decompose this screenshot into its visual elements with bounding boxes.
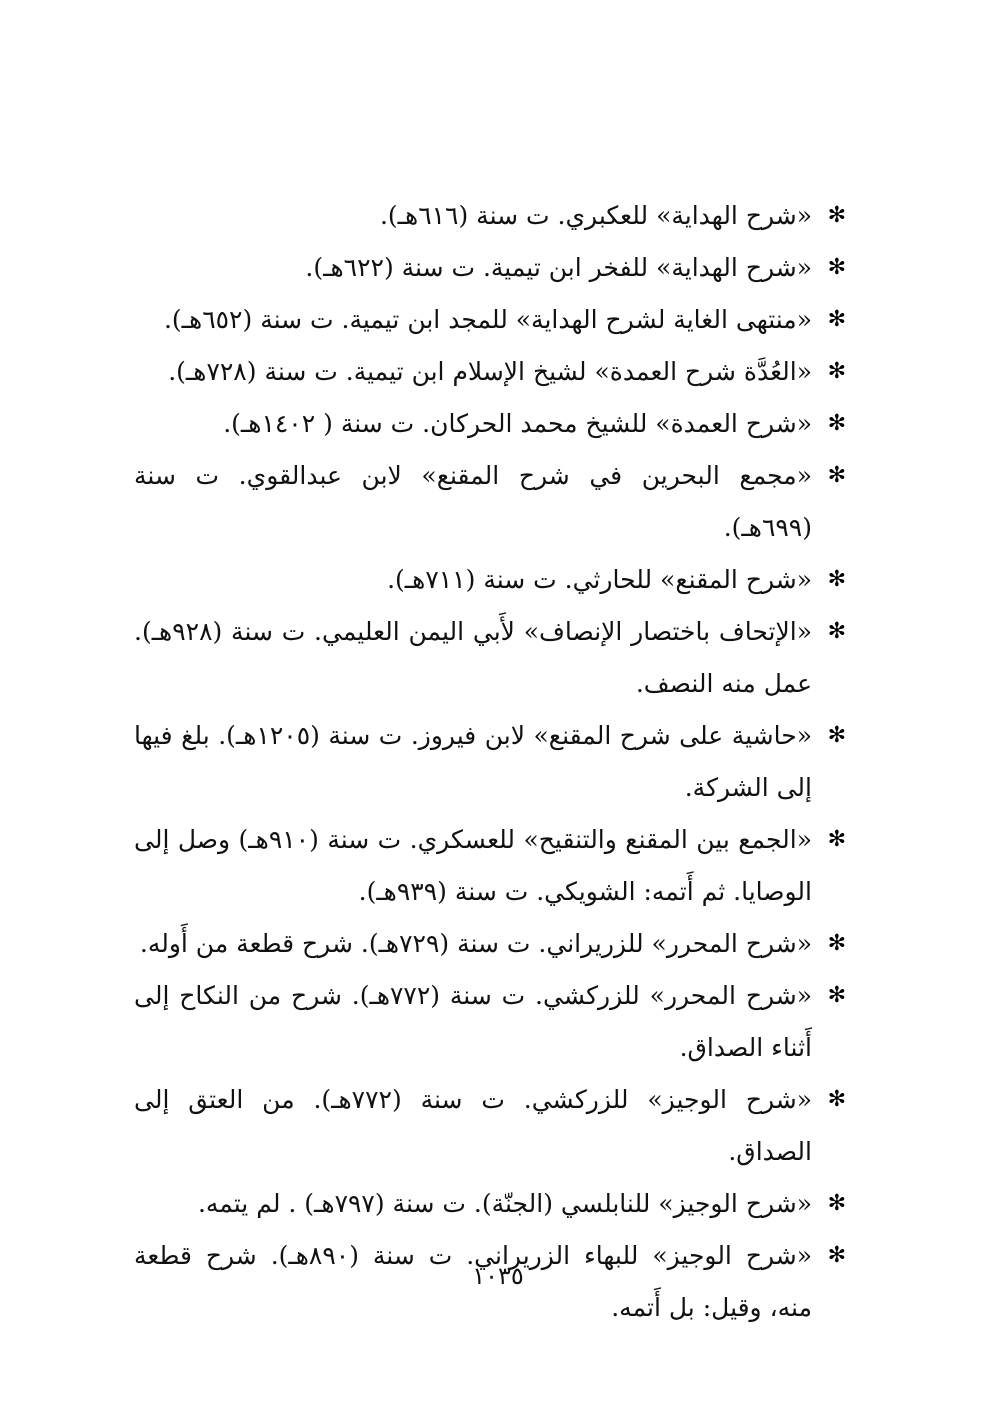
entry-text: «شرح المحرر» للزريراني. ت سنة (٧٢٩هـ). شرح قطعة من أَوله. <box>139 929 812 958</box>
entry-text: «شرح المقنع» للحارثي. ت سنة (٧١١هـ). <box>387 565 812 594</box>
list-item <box>134 294 846 346</box>
entry-text: «الجمع بين المقنع والتنقيح» للعسكري. ت سنة (٩١٠هـ) وصل إلى الوصايا. ثم أَتمه: الشويكي. ت سنة (٩٣٩هـ). <box>134 825 812 906</box>
entry-text: «شرح العمدة» للشيخ محمد الحركان. ت سنة ( ١٤٠٢هـ). <box>223 409 812 438</box>
bullet-icon: ✻ <box>827 1243 846 1268</box>
bullet-icon: ✻ <box>827 1191 846 1216</box>
entry-text: «حاشية على شرح المقنع» لابن فيروز. ت سنة (١٢٠٥هـ). بلغ فيها إلى الشركة. <box>134 721 812 802</box>
bullet-icon: ✻ <box>827 411 846 436</box>
list-item <box>134 814 846 918</box>
entry-text: «مجمع البحرين في شرح المقنع» لابن عبدالقوي. ت سنة (٦٩٩هـ). <box>134 461 812 542</box>
bullet-icon: ✻ <box>827 307 846 332</box>
bullet-icon: ✻ <box>827 983 846 1008</box>
list-item <box>134 190 846 242</box>
entry-text: «شرح الوجيز» للبهاء الزريراني. ت سنة (٨٩٠هـ). شرح قطعة منه، وقيل: بل أَتمه. <box>134 1241 812 1322</box>
list-item <box>134 450 846 554</box>
bullet-icon: ✻ <box>827 567 846 592</box>
entry-text: «شرح الهداية» للعكبري. ت سنة (٦١٦هـ). <box>379 201 812 230</box>
entry-text: «شرح المحرر» للزركشي. ت سنة (٧٧٢هـ). شرح من النكاح إلى أَثناء الصداق. <box>134 981 812 1062</box>
list-item <box>134 1178 846 1230</box>
list-item <box>134 918 846 970</box>
bullet-icon: ✻ <box>827 203 846 228</box>
entry-text: «شرح الوجيز» للزركشي. ت سنة (٧٧٢هـ). من العتق إلى الصداق. <box>134 1085 813 1166</box>
bullet-icon: ✻ <box>827 827 846 852</box>
bullet-icon: ✻ <box>827 463 846 488</box>
list-item <box>134 242 846 294</box>
list-item <box>134 346 846 398</box>
bullet-icon: ✻ <box>827 1087 846 1112</box>
entry-text: «شرح الهداية» للفخر ابن تيمية. ت سنة (٦٢٢هـ). <box>305 253 812 282</box>
list-item <box>134 398 846 450</box>
entry-text: «شرح الوجيز» للنابلسي (الجنّة). ت سنة (٧٩٧هـ) . لم يتمه. <box>197 1189 812 1218</box>
entry-list <box>134 190 846 1334</box>
bullet-icon: ✻ <box>827 255 846 280</box>
bullet-icon: ✻ <box>827 619 846 644</box>
bullet-icon: ✻ <box>827 723 846 748</box>
list-item <box>134 710 846 814</box>
list-item <box>134 1074 846 1178</box>
list-item <box>134 970 846 1074</box>
list-item <box>134 606 846 710</box>
bullet-icon: ✻ <box>827 931 846 956</box>
entry-text: «العُدَّة شرح العمدة» لشيخ الإسلام ابن تيمية. ت سنة (٧٢٨هـ). <box>168 357 812 386</box>
entry-text: «الإتحاف باختصار الإنصاف» لأَبي اليمن العليمي. ت سنة (٩٢٨هـ). عمل منه النصف. <box>134 617 812 698</box>
page-number: ١٠٣٥ <box>472 1262 524 1290</box>
list-item <box>134 554 846 606</box>
entry-text: «منتهى الغاية لشرح الهداية» للمجد ابن تيمية. ت سنة (٦٥٢هـ). <box>163 305 812 334</box>
bullet-icon: ✻ <box>827 359 846 384</box>
